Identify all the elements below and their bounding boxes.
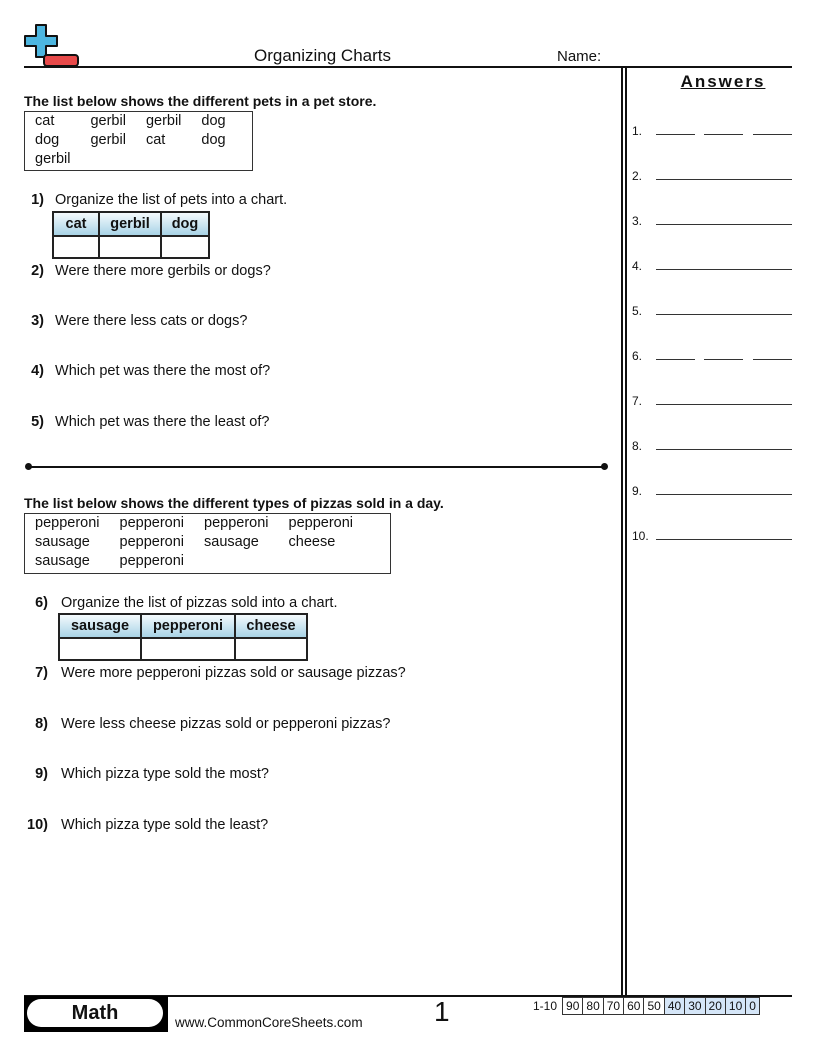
question-2 <box>24 263 271 279</box>
list-cell: pepperoni <box>35 515 100 531</box>
pet-chart-table <box>52 211 210 259</box>
question-text: Were there more gerbils or dogs? <box>55 263 271 279</box>
answer-row <box>632 439 792 459</box>
list-cell <box>136 150 191 169</box>
page-title: Organizing Charts <box>254 46 392 65</box>
question-number: 6) <box>35 595 48 611</box>
answer-blank[interactable] <box>656 404 792 405</box>
site-url: www.CommonCoreSheets.com <box>175 1015 363 1030</box>
score-cell: 90 <box>563 998 583 1015</box>
question-number: 4) <box>31 363 44 379</box>
answer-blank[interactable] <box>656 494 792 495</box>
score-cell: 60 <box>624 998 644 1015</box>
chart-input-cell[interactable] <box>141 638 235 660</box>
list-row <box>25 131 236 150</box>
pizza-list-table <box>25 514 363 571</box>
list-row <box>25 150 236 169</box>
chart-input-cell[interactable] <box>161 236 209 258</box>
plus-minus-logo-icon <box>24 24 80 68</box>
answer-row <box>632 124 792 144</box>
score-cell: 70 <box>603 998 623 1015</box>
list-cell: sausage <box>204 534 259 550</box>
chart-input-cell[interactable] <box>99 236 161 258</box>
question-text: Were there less cats or dogs? <box>55 313 248 329</box>
answer-blank[interactable] <box>753 134 792 135</box>
pet-list-table <box>25 112 236 169</box>
answer-blank[interactable] <box>656 314 792 315</box>
column-divider <box>625 68 627 996</box>
question-9 <box>24 766 269 782</box>
list-row <box>25 552 363 571</box>
list-row <box>25 112 236 131</box>
chart-header: dog <box>161 212 209 236</box>
answer-blank[interactable] <box>656 269 792 270</box>
question-number: 5) <box>31 414 44 430</box>
list-cell: sausage <box>35 534 90 550</box>
list-cell: pepperoni <box>288 515 353 531</box>
answer-number: 1. <box>632 124 643 138</box>
question-text: Which pet was there the most of? <box>55 363 271 379</box>
pizza-chart-table <box>58 613 308 661</box>
answer-row <box>632 529 792 549</box>
question-4 <box>24 363 270 379</box>
list-cell: gerbil <box>90 113 126 129</box>
chart-header: cat <box>53 212 99 236</box>
list-cell: pepperoni <box>119 534 184 550</box>
answer-row <box>632 259 792 279</box>
answer-number: 9. <box>632 484 643 498</box>
answer-blank[interactable] <box>704 134 743 135</box>
list-cell: pepperoni <box>119 515 184 531</box>
question-number: 1) <box>31 192 44 208</box>
list-cell: dog <box>201 113 226 129</box>
list-cell <box>279 552 364 571</box>
score-cell: 10 <box>725 998 745 1015</box>
list-cell: gerbil <box>35 151 71 167</box>
column-divider <box>621 68 623 996</box>
chart-header: pepperoni <box>141 614 235 638</box>
question-text: Organize the list of pizzas sold into a chart. <box>61 595 338 611</box>
answer-blank[interactable] <box>656 179 792 180</box>
page-number: 1 <box>434 996 450 1027</box>
question-number: 9) <box>35 766 48 782</box>
answer-blank[interactable] <box>656 359 695 360</box>
answer-number: 3. <box>632 214 643 228</box>
score-cell: 20 <box>705 998 725 1015</box>
score-cell: 0 <box>746 998 760 1015</box>
chart-input-cell[interactable] <box>53 236 99 258</box>
list-cell: dog <box>201 132 226 148</box>
section-divider <box>28 466 604 468</box>
question-number: 7) <box>35 665 48 681</box>
chart-input-cell[interactable] <box>235 638 307 660</box>
list-cell <box>80 150 135 169</box>
answer-number: 6. <box>632 349 643 363</box>
subject-badge <box>24 996 168 1032</box>
answer-number: 10. <box>632 529 649 543</box>
answer-row <box>632 169 792 189</box>
answer-number: 5. <box>632 304 643 318</box>
answer-row <box>632 304 792 324</box>
score-cell: 50 <box>644 998 664 1015</box>
list-cell: pepperoni <box>119 553 184 569</box>
answer-blank[interactable] <box>753 359 792 360</box>
answer-blank[interactable] <box>704 359 743 360</box>
answers-title: Answers <box>680 72 766 91</box>
pizza-list-box <box>24 513 391 574</box>
score-cell: 80 <box>583 998 603 1015</box>
score-range-label: 1-10 <box>533 999 558 1013</box>
chart-input-cell[interactable] <box>59 638 141 660</box>
answer-row <box>632 394 792 414</box>
list-cell: gerbil <box>90 132 126 148</box>
answer-blank[interactable] <box>656 539 792 540</box>
answer-blank[interactable] <box>656 134 695 135</box>
list-cell: cat <box>35 113 55 129</box>
question-text: Which pizza type sold the most? <box>61 766 269 782</box>
score-cell: 30 <box>685 998 705 1015</box>
section1-intro: The list below shows the different pets in a pet store. <box>24 93 377 109</box>
question-text: Which pizza type sold the least? <box>61 817 269 833</box>
question-text: Were less cheese pizzas sold or pepperoni pizzas? <box>61 716 391 732</box>
answer-row <box>632 484 792 504</box>
question-10 <box>24 817 268 833</box>
answer-blank[interactable] <box>656 449 792 450</box>
question-number: 2) <box>31 263 44 279</box>
header-rule <box>24 66 792 68</box>
pet-list-box <box>24 111 253 171</box>
list-cell: sausage <box>35 553 90 569</box>
divider-dot <box>601 463 608 470</box>
question-6 <box>24 595 337 611</box>
question-text: Were more pepperoni pizzas sold or sausage pizzas? <box>61 665 406 681</box>
question-number: 8) <box>35 716 48 732</box>
answer-number: 7. <box>632 394 643 408</box>
score-cell: 40 <box>664 998 684 1015</box>
list-cell: gerbil <box>145 113 182 129</box>
list-cell: pepperoni <box>204 515 269 531</box>
chart-header: gerbil <box>99 212 161 236</box>
question-3 <box>24 313 247 329</box>
name-label: Name: <box>557 48 602 65</box>
list-row <box>25 533 363 552</box>
list-cell: cheese <box>288 534 336 550</box>
question-5 <box>24 414 269 430</box>
answer-number: 2. <box>632 169 643 183</box>
answer-row <box>632 214 792 234</box>
answer-row <box>632 349 792 369</box>
list-cell <box>194 552 279 571</box>
question-number: 10) <box>27 817 48 833</box>
subject-label: Math <box>27 999 163 1027</box>
chart-header: sausage <box>59 614 141 638</box>
question-8 <box>24 716 390 732</box>
section2-intro: The list below shows the different types of pizzas sold in a day. <box>24 495 444 511</box>
chart-header: cheese <box>235 614 307 638</box>
list-row <box>25 514 363 533</box>
list-cell <box>191 150 235 169</box>
answer-blank[interactable] <box>656 224 792 225</box>
question-text: Which pet was there the least of? <box>55 414 270 430</box>
score-table <box>530 997 760 1015</box>
list-cell: dog <box>35 132 60 148</box>
question-7 <box>24 665 406 681</box>
answer-number: 4. <box>632 259 643 273</box>
question-1 <box>24 192 287 208</box>
question-number: 3) <box>31 313 44 329</box>
list-cell: cat <box>145 132 166 148</box>
question-text: Organize the list of pets into a chart. <box>55 192 288 208</box>
answer-number: 8. <box>632 439 643 453</box>
